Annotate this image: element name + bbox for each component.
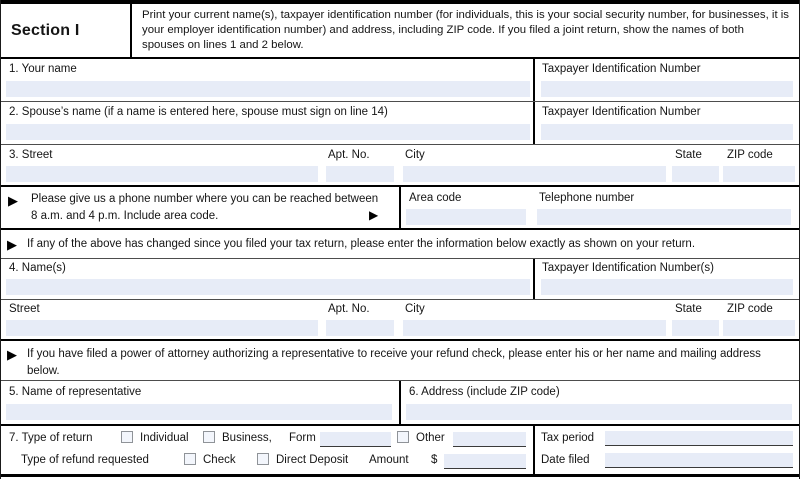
poa-notice-text: If you have filed a power of attorney authorizing a representative to receive your refund check, please enter his or her name and mailing address below. [27,348,761,377]
tin-2-input[interactable] [541,124,793,140]
row-new-name [1,259,799,300]
telephone-label: Telephone number [539,192,635,204]
individual-label: Individual [140,432,189,444]
city-label: City [405,149,425,161]
area-code-input[interactable] [406,209,526,225]
column-divider [399,187,401,228]
city2-label: City [405,303,425,315]
check-checkbox[interactable] [184,453,196,465]
arrow-right-icon: ▶ [7,347,17,362]
zip2-label: ZIP code [727,303,773,315]
row-your-name [1,59,799,102]
new-name-input[interactable] [6,279,530,295]
row-spouse-name [1,102,799,145]
state-input[interactable] [672,166,719,182]
tin-2-label: Taxpayer Identification Number [542,106,701,118]
individual-checkbox[interactable] [121,431,133,443]
form-number-label: Form [289,432,316,444]
your-name-input[interactable] [6,81,530,97]
other-input[interactable] [453,432,526,447]
street2-label: Street [9,303,40,315]
new-name-label: 4. Name(s) [9,262,66,274]
other-checkbox[interactable] [397,431,409,443]
phone-instruction: Please give us a phone number where you can be reached between 8 a.m. and 4 p.m. Include area code. [31,193,379,222]
arrow-right-icon: ▶ [8,193,18,208]
row-new-address [1,300,799,341]
column-divider [533,259,535,299]
row-changed-notice [1,230,799,259]
street-input[interactable] [6,166,318,182]
tax-period-label: Tax period [541,432,595,444]
zip-label: ZIP code [727,149,773,161]
check-label: Check [203,454,236,466]
apt2-input[interactable] [326,320,394,336]
amount-label: Amount [369,454,409,466]
date-filed-input[interactable] [605,453,793,468]
arrow-right-icon: ▶ [7,237,17,252]
city2-input[interactable] [403,320,666,336]
column-divider [399,381,401,424]
changed-notice-text: If any of the above has changed since you filed your tax return, please enter the information below exactly as shown on your return. [27,238,696,250]
street2-input[interactable] [6,320,318,336]
other-label: Other [416,432,445,444]
representative-input[interactable] [6,404,392,420]
refund-type-label: Type of refund requested [21,454,149,466]
direct-deposit-checkbox[interactable] [257,453,269,465]
new-tin-input[interactable] [541,279,793,295]
row-type-of-return [1,426,799,474]
section-title: Section I [1,4,132,57]
your-name-label: 1. Your name [9,63,77,75]
representative-address-label: 6. Address (include ZIP code) [409,386,560,398]
zip-input[interactable] [723,166,795,182]
dollar-sign: $ [431,454,438,466]
row-poa-notice [1,341,799,381]
spouse-name-input[interactable] [6,124,530,140]
tin-1-input[interactable] [541,81,793,97]
business-checkbox[interactable] [203,431,215,443]
row-phone [1,187,799,230]
section-instructions: Print your current name(s), taxpayer identification number (for individuals, this is your social security number, for businesses, it is your employer identification number) and address, including ZIP code. If you filed a joint return, show the names of both spouses on lines 1 and 2 below. [142,9,790,52]
row-address [1,145,799,187]
amount-input[interactable] [444,454,526,469]
telephone-input[interactable] [537,209,791,225]
spouse-name-label: 2. Spouse’s name (if a name is entered here, spouse must sign on line 14) [9,106,388,118]
business-label: Business, [222,432,272,444]
representative-label: 5. Name of representative [9,386,142,398]
tin-1-label: Taxpayer Identification Number [542,63,701,75]
type-of-return-label: 7. Type of return [9,432,93,444]
state2-label: State [675,303,702,315]
representative-address-input[interactable] [406,404,792,420]
new-tin-label: Taxpayer Identification Number(s) [542,262,714,274]
apt2-label: Apt. No. [328,303,370,315]
tax-period-input[interactable] [605,431,793,446]
zip2-input[interactable] [723,320,795,336]
city-input[interactable] [403,166,666,182]
column-divider [533,426,535,474]
section-header [1,4,799,59]
form-number-input[interactable] [320,432,391,447]
arrow-right-icon: ▶ [369,208,379,222]
apt-input[interactable] [326,166,394,182]
state2-input[interactable] [672,320,719,336]
column-divider [533,59,535,101]
row-representative [1,381,799,426]
state-label: State [675,149,702,161]
direct-deposit-label: Direct Deposit [276,454,349,466]
area-code-label: Area code [409,192,462,204]
column-divider [533,102,535,144]
apt-label: Apt. No. [328,149,370,161]
date-filed-label: Date filed [541,454,590,466]
street-label: 3. Street [9,149,53,161]
